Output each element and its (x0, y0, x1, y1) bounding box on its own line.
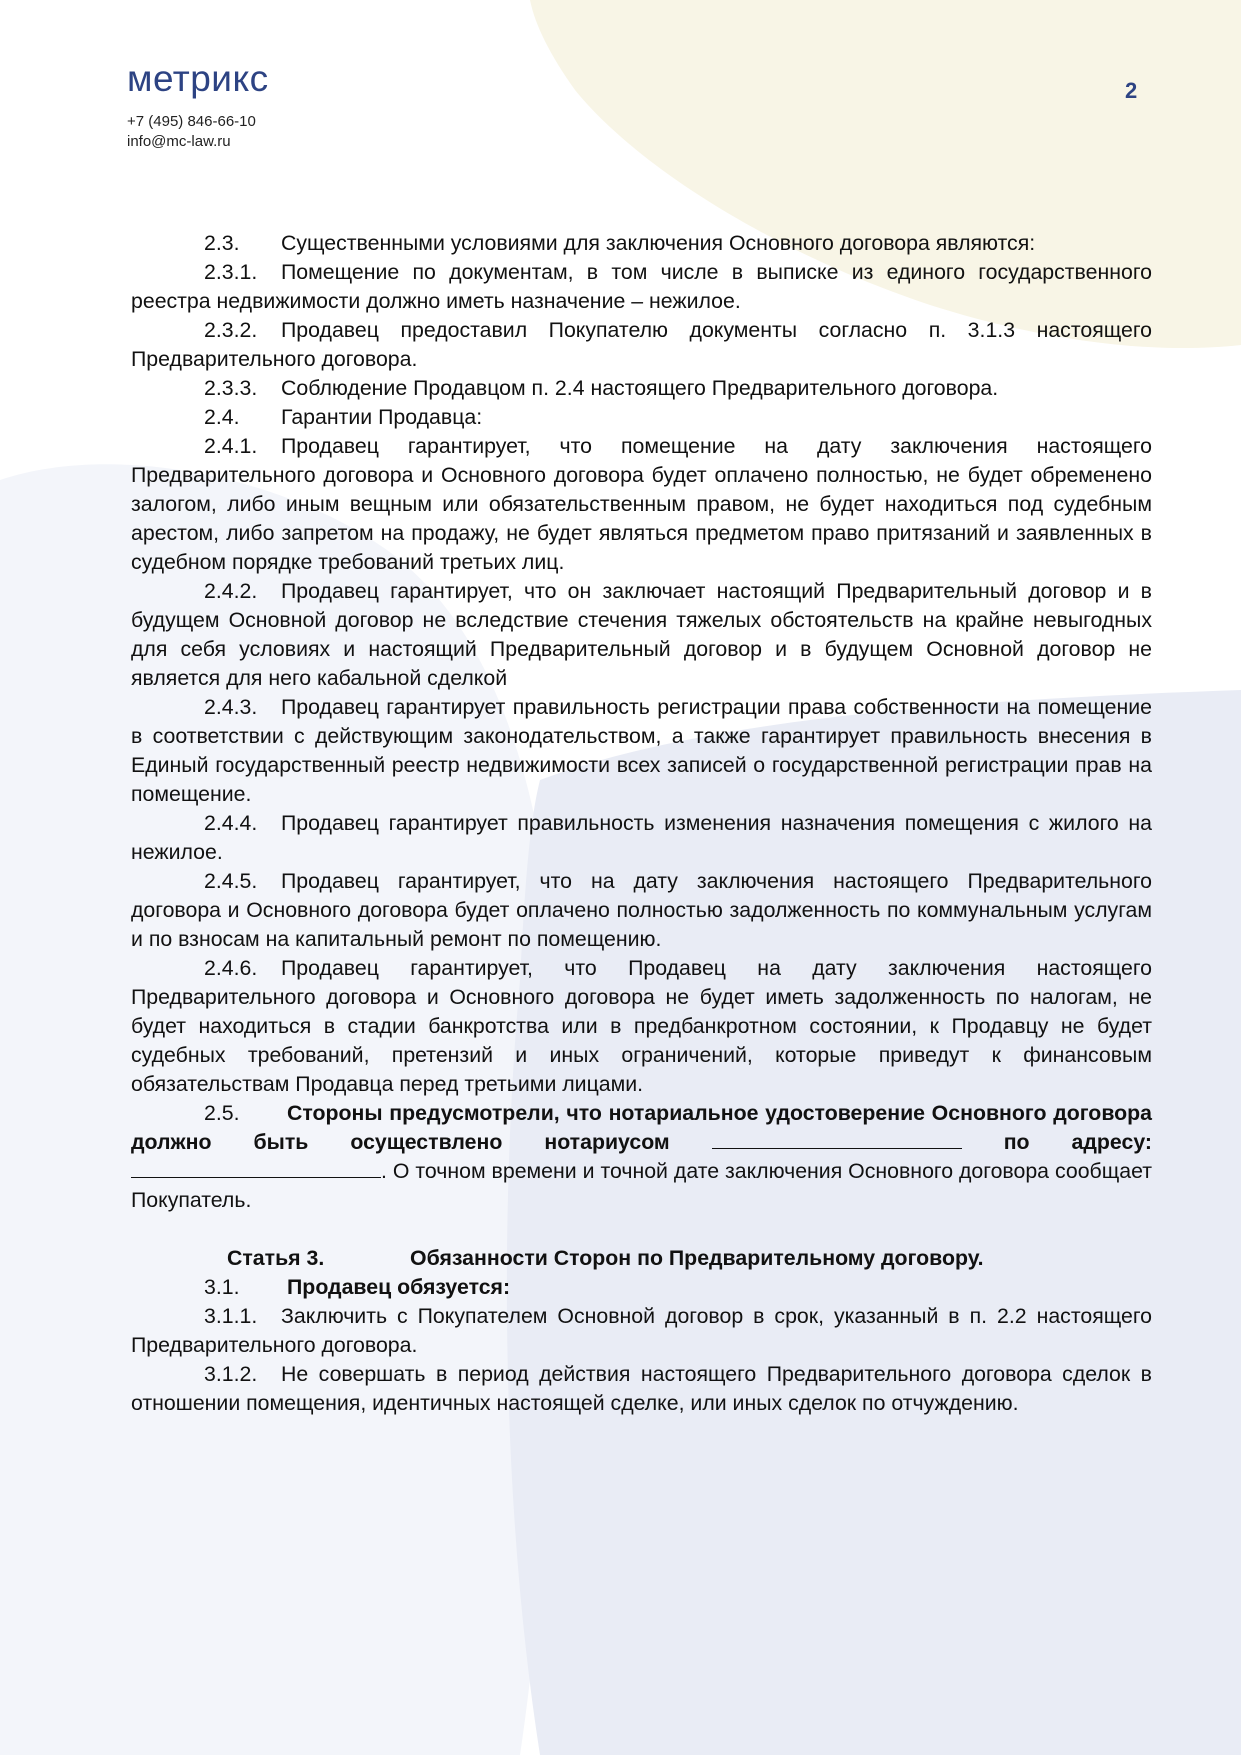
contact-email: info@mc-law.ru (127, 133, 231, 150)
clause-2-5 (131, 1099, 1152, 1215)
clause-text: Помещение по документам, в том числе в выписке из единого государственного реестра недвижимости должно иметь назначение – нежилое. (131, 260, 1152, 313)
clause-number: 2.4.4. (204, 811, 258, 835)
clause-2-4-5 (131, 867, 1152, 954)
clause-text: Продавец обязуется: (287, 1275, 511, 1299)
clause-2-4-6 (131, 954, 1152, 1099)
contact-phone: +7 (495) 846-66-10 (127, 113, 256, 130)
clause-number: 2.3. (204, 231, 240, 255)
clause-number: 2.4.2. (204, 579, 258, 603)
article-title: Обязанности Сторон по Предварительному договору. (410, 1246, 984, 1270)
clause-number: 2.4. (204, 405, 240, 429)
clause-text-tail: . О точном времени и точной дате заключения Основного договора сообщает Покупатель. (131, 1159, 1152, 1212)
clause-number: 2.4.1. (204, 434, 258, 458)
clause-2-3-3 (131, 374, 1152, 403)
clause-number: 2.3.3. (204, 376, 258, 400)
clause-text: Гарантии Продавца: (281, 405, 483, 429)
article-number: Статья 3. (227, 1246, 325, 1270)
clause-text: Соблюдение Продавцом п. 2.4 настоящего Предварительного договора. (281, 376, 999, 400)
clause-number: 3.1.2. (204, 1362, 258, 1386)
clause-number: 3.1. (204, 1275, 240, 1299)
clause-number: 2.4.5. (204, 869, 258, 893)
clause-2-4-3 (131, 693, 1152, 809)
clause-number: 2.4.3. (204, 695, 258, 719)
clause-text: Не совершать в период действия настоящего Предварительного договора сделок в отношении помещения, идентичных настоящей сделке, или иных сделок по отчуждению. (131, 1362, 1152, 1415)
clause-2-4 (131, 403, 1152, 432)
clause-2-4-2 (131, 577, 1152, 693)
clause-text: Продавец гарантирует, что на дату заключения настоящего Предварительного договора и Основного договора будет оплачено полностью задолженность по коммунальным услугам и по взносам на капитальный ремонт по помещению. (131, 869, 1152, 951)
clause-text-bold: Стороны предусмотрели, что нотариальное удостоверение Основного договора должно быть осуществлено нотариусом (131, 1101, 1152, 1154)
clause-text: Продавец гарантирует, что он заключает настоящий Предварительный договор и в будущем Основной договор не вследствие стечения тяжелых обстоятельств на крайне невыгодных для себя условиях и настоящий Предварительный договор и в будущем Основной договор не является для него кабальной сделкой (131, 579, 1152, 690)
clause-text: Продавец гарантирует, что помещение на дату заключения настоящего Предварительного договора и Основного договора будет оплачено полностью, не будет обременено залогом, либо иным вещным или обязательственным правом, не будет находиться под судебным арестом, либо запретом на продажу, не будет являться предметом право притязаний и заявленных в судебном порядке требований третьих лиц. (131, 434, 1152, 574)
clause-text: Продавец гарантирует правильность изменения назначения помещения с жилого на нежилое. (131, 811, 1152, 864)
clause-3-1 (131, 1273, 1152, 1302)
clause-number: 2.4.6. (204, 956, 258, 980)
page-number: 2 (1125, 78, 1138, 103)
clause-text: Продавец предоставил Покупателю документы согласно п. 3.1.3 настоящего Предварительного договора. (131, 318, 1152, 371)
article-3-heading (131, 1244, 1152, 1273)
clause-2-3-2 (131, 316, 1152, 374)
clause-2-4-1 (131, 432, 1152, 577)
address-blank (131, 1157, 381, 1178)
clause-number: 3.1.1. (204, 1304, 258, 1328)
clause-3-1-2 (131, 1360, 1152, 1418)
clause-text: Продавец гарантирует, что Продавец на дату заключения настоящего Предварительного договора и Основного договора не будет иметь задолженность по налогам, не будет находиться в стадии банкротства или в предбанкротном состоянии, к Продавцу не будет судебных требований, претензий и иных ограничений, которые приведут к финансовым обязательствам Продавца перед третьими лицами. (131, 956, 1152, 1096)
contact-info (127, 112, 256, 152)
clause-text-bold-address: по адресу: (961, 1130, 1152, 1154)
clause-number: 2.3.1. (204, 260, 258, 284)
company-logo: метрикс (127, 58, 269, 99)
clause-2-4-4 (131, 809, 1152, 867)
clause-number: 2.3.2. (204, 318, 258, 342)
clause-2-3 (131, 229, 1152, 258)
clause-2-3-1 (131, 258, 1152, 316)
notary-name-blank (712, 1128, 962, 1149)
clause-3-1-1 (131, 1302, 1152, 1360)
clause-text: Заключить с Покупателем Основной договор в срок, указанный в п. 2.2 настоящего Предварительного договора. (131, 1304, 1152, 1357)
clause-text: Продавец гарантирует правильность регистрации права собственности на помещение в соответствии с действующим законодательством, а также гарантирует правильность внесения в Единый государственный реестр недвижимости всех записей о государственной регистрации прав на помещение. (131, 695, 1152, 806)
clause-number: 2.5. (204, 1101, 240, 1125)
clause-text: Существенными условиями для заключения Основного договора являются: (281, 231, 1036, 255)
document-body (131, 229, 1152, 1418)
